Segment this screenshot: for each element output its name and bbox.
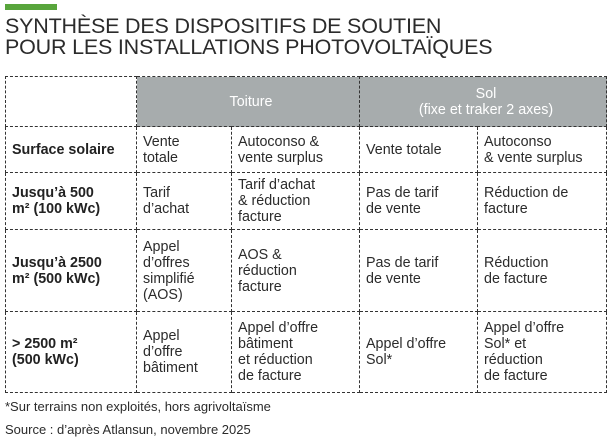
header-roof-label: Toiture xyxy=(229,93,273,110)
table-row xyxy=(6,173,607,230)
table-cell: Pas de tarif de vente xyxy=(360,230,478,312)
table-cell: Appel d’offre Sol* et réduction de facture xyxy=(478,312,607,393)
header-corner-cell xyxy=(6,77,137,127)
table-row xyxy=(6,127,607,173)
footnote: *Sur terrains non exploités, hors agrivoltaïsme xyxy=(5,399,271,414)
table-cell: Autoconso & vente surplus xyxy=(232,127,360,173)
table-cell: AOS & réduction facture xyxy=(232,230,360,312)
table-cell: Appel d’offre Sol* xyxy=(360,312,478,393)
table-cell: Appel d’offre bâtiment et réduction de facture xyxy=(232,312,360,393)
accent-bar xyxy=(5,4,57,10)
page-title xyxy=(5,16,605,58)
table-row xyxy=(6,312,607,393)
header-ground-label: Sol xyxy=(475,85,497,102)
source-note: Source : d’après Atlansun, novembre 2025 xyxy=(5,422,251,437)
table-cell: Vente totale xyxy=(137,127,232,173)
title-line-2: POUR LES INSTALLATIONS PHOTOVOLTAÏQUES xyxy=(5,35,493,59)
header-ground xyxy=(360,77,607,127)
table-row xyxy=(6,230,607,312)
table-cell: Réduction de facture xyxy=(478,230,607,312)
row-label: > 2500 m² (500 kWc) xyxy=(6,312,137,393)
row-label: Jusqu’à 2500 m² (500 kWc) xyxy=(6,230,137,312)
row-label: Surface solaire xyxy=(6,127,137,173)
table-cell: Appel d’offre bâtiment xyxy=(137,312,232,393)
table-cell: Autoconso & vente surplus xyxy=(478,127,607,173)
title-line-1: SYNTHÈSE DES DISPOSITIFS DE SOUTIEN xyxy=(5,14,442,38)
table-cell: Réduction de facture xyxy=(478,173,607,230)
table-cell: Tarif d’achat & réduction facture xyxy=(232,173,360,230)
table-cell: Vente totale xyxy=(360,127,478,173)
support-schemes-table xyxy=(5,76,607,393)
table-cell: Appel d’offres simplifié (AOS) xyxy=(137,230,232,312)
table-cell: Tarif d’achat xyxy=(137,173,232,230)
header-ground-sublabel: (fixe et traker 2 axes) xyxy=(418,101,554,118)
table-header-row xyxy=(6,77,607,127)
row-label: Jusqu’à 500 m² (100 kWc) xyxy=(6,173,137,230)
table-cell: Pas de tarif de vente xyxy=(360,173,478,230)
header-roof xyxy=(137,77,360,127)
